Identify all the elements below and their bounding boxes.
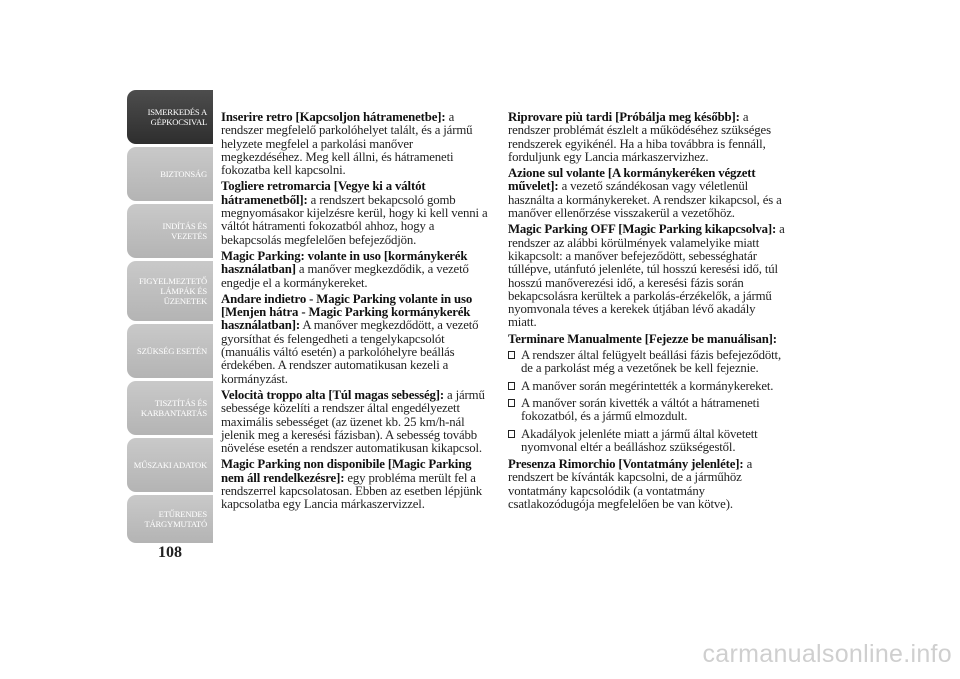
paragraph-text: a rendszer megfelelő parkolóhelyet talált, és a jármű helyzete megfelel a parkolási manőver megkezdéséhez. Meg kell állni, és hátrameneti fokozatba kell kapcsolni. [221, 110, 473, 178]
tab-label-line: INDÍTÁS ÉS [162, 221, 207, 231]
paragraph-title: Presenza Rimorchio [Vontatmány jelenléte]: [508, 457, 744, 472]
list-item-text: Akadályok jelenléte miatt a jármű által követett nyomvonal eltér a beálláshoz szükségestől. [521, 426, 758, 454]
paragraph-text: a vezető szándékosan vagy véletlenül használta a kormánykereket. A rendszer kikapcsol, és a manőver ellenőrzése visszakerül a vezetőhöz. [508, 179, 782, 221]
tab-ismerkedes[interactable] [127, 90, 213, 144]
tab-tisztitas[interactable] [127, 381, 213, 435]
left-column [221, 111, 493, 515]
tab-szukseg[interactable] [127, 324, 213, 378]
checkbox-bullet-icon [508, 430, 515, 438]
paragraph-title: Magic Parking OFF [Magic Parking kikapcsolva]: [508, 222, 777, 237]
tab-label-line: ETŰRENDES [158, 509, 207, 519]
tab-label-line: GÉPKOCSIVAL [150, 117, 207, 127]
tab-biztonsag[interactable] [127, 147, 213, 201]
paragraph [221, 293, 493, 386]
paragraph-title: Azione sul volante [A kormánykeréken végzett művelet]: [508, 166, 756, 194]
list-item [508, 380, 786, 393]
tab-label-line: TÁRGYMUTATÓ [144, 519, 207, 529]
paragraph-title: Togliere retromarcia [Vegye ki a váltót hátramenetből]: [221, 179, 426, 207]
paragraph [508, 167, 786, 220]
tab-label-line: TISZTÍTÁS ÉS [154, 398, 207, 408]
paragraph [221, 180, 493, 246]
tab-label-line: MŰSZAKI ADATOK [133, 460, 207, 470]
paragraph-title: Magic Parking: volante in uso [kormánykerék használatban] [221, 248, 468, 277]
checkbox-bullet-icon [508, 399, 515, 407]
list-item [508, 397, 786, 424]
paragraph [221, 458, 493, 511]
list-item-text: A manőver során kivették a váltót a hátrameneti fokozatból, és a jármű elmozdult. [521, 395, 760, 424]
paragraph-text: a jármű sebessége közelíti a rendszer által engedélyezett maximális sebességet (az üzenet kb. 25 km/h-nál jelenik meg a keresési fázisban). A sebesség tovább növelése esetén a rendszer automatikusan kikapcsol. [221, 387, 485, 456]
checkbox-bullet-icon [508, 351, 515, 359]
paragraph-text: a rendszert bekapcsoló gomb megnyomásakor kijelzésre kerül, hogy ki kell venni a váltót hátramenti fokozatból ahhoz, hogy a bekapcsolás megfelelően befejeződjön. [221, 192, 488, 247]
page-number: 108 [158, 544, 182, 561]
list-item [508, 428, 786, 455]
paragraph [508, 223, 786, 329]
paragraph-title: Velocità troppo alta [Túl magas sebesség]: [221, 387, 444, 402]
paragraph [221, 389, 493, 455]
paragraph-text: a rendszert be kívánták kapcsolni, de a járműhöz vontatmány kapcsolódik (a vontatmány csatlakozódugója megfelelően be van kötve). [508, 457, 753, 512]
tab-muszaki[interactable] [127, 438, 213, 492]
paragraph-title: Terminare Manualmente [Fejezze be manuálisan]: [508, 331, 777, 346]
paragraph-title: Riprovare più tardi [Próbálja meg később]: [508, 110, 740, 124]
paragraph [508, 111, 786, 164]
paragraph [221, 111, 493, 177]
list-item-text: A manőver során megérintették a kormánykereket. [521, 378, 774, 393]
tab-label-line: FIGYELMEZTETŐ [138, 276, 207, 286]
tab-label-line: ISMERKEDÉS A [147, 107, 207, 117]
section-tabs [127, 90, 213, 535]
paragraph-title: Magic Parking non disponibile [Magic Parking nem áll rendelkezésre]: [221, 457, 472, 485]
paragraph [508, 458, 786, 511]
paragraph-heading [508, 333, 786, 346]
paragraph-title: Inserire retro [Kapcsoljon hátramenetbe]: [221, 110, 446, 124]
tab-label-line: SZÜKSÉG ESETÉN [136, 346, 207, 356]
tab-label-line: VEZETÉS [171, 231, 207, 241]
tab-label-line: LÁMPÁK ÉS [160, 286, 207, 296]
tab-label-line: KARBANTARTÁS [140, 408, 207, 418]
paragraph-title: Andare indietro - Magic Parking volante in uso [Menjen hátra - Magic Parking kormánykerék használatban]: [221, 291, 473, 333]
tab-label-line: BIZTONSÁG [160, 169, 207, 179]
checkbox-bullet-icon [508, 382, 515, 390]
paragraph-text: A manőver megkezdődött, a vezető gyorsíthat és felengedheti a tengelykapcsolót (manuális váltó esetén) a parkolóhelyre beállás érdekében. A rendszer automatikusan kezeli a kormányzást. [221, 318, 479, 386]
watermark: carmanualsonline.info [702, 640, 952, 668]
list-item-text: A rendszer által felügyelt beállási fázis befejeződött, de a parkolást még a vezetőnek be kell fejeznie. [521, 348, 782, 376]
list-item [508, 349, 786, 376]
paragraph-text: a rendszer az alábbi körülmények valamelyike miatt kikapcsolt: a manőver befejeződött, sebességhatár túllépve, utánfutó jelenléte, túl hosszú keresési idő, túl hosszú manőverezési idő, a keresési fázis során bekapcsolásra kerültek a parkolás-érzékelők, a jármű nyomvonala téves a kerekek útjában lévő akadály miatt. [508, 222, 785, 330]
tab-figyelmezteto[interactable] [127, 261, 213, 321]
paragraph-text: a manőver megkezdődik, a vezető engedje el a kormánykereket. [221, 262, 469, 290]
paragraph-text: egy probléma merült fel a rendszerrel kapcsolatosan. Ebben az esetben lépjünk kapcsolatba egy Lancia márkaszervizzel. [221, 470, 482, 512]
paragraph [221, 250, 493, 290]
tab-label-line: ÜZENETEK [163, 296, 207, 306]
paragraph-text: a rendszer problémát észlelt a működéséhez szükséges rendszerek egyikénél. Ha a hiba továbbra is fennáll, forduljunk egy Lancia márkaszervizhez. [508, 110, 771, 164]
tab-inditas[interactable] [127, 204, 213, 258]
tab-targymutato[interactable] [127, 495, 213, 543]
right-column [508, 111, 786, 514]
